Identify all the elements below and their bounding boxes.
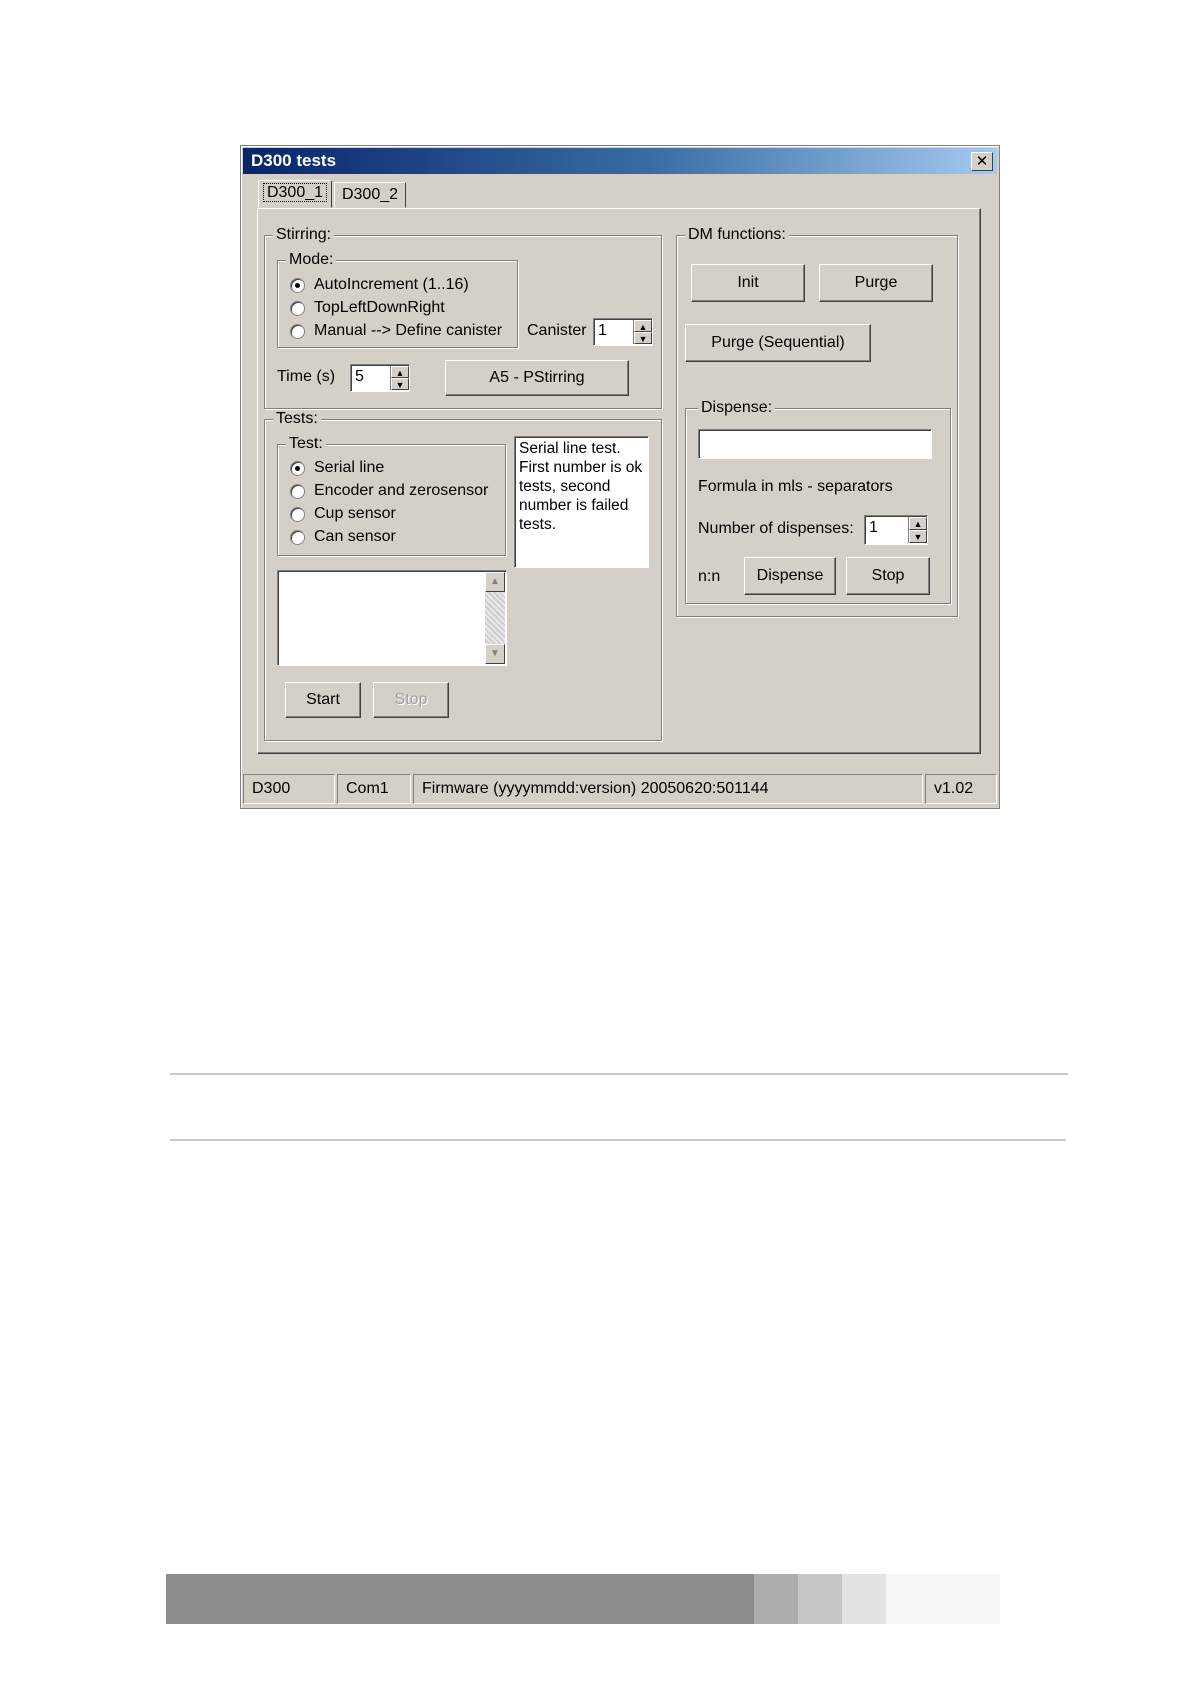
spin-down-icon[interactable]: ▼ (391, 378, 409, 390)
status-device: D300 (243, 774, 335, 804)
dispense-button[interactable]: Dispense (744, 557, 836, 595)
footer-bar-segment (754, 1574, 798, 1624)
footer-bar-segment (886, 1574, 1000, 1624)
time-spin[interactable] (390, 366, 408, 390)
num-dispenses-value: 1 (869, 519, 878, 536)
status-port: Com1 (337, 774, 411, 804)
spin-up-icon[interactable]: ▲ (634, 320, 652, 332)
status-version: v1.02 (925, 774, 997, 804)
dispense-group (685, 399, 951, 604)
test-description: Serial line test. First number is ok tests, second number is failed tests. (514, 436, 649, 568)
stirring-legend: Stirring: (273, 226, 334, 244)
vertical-scrollbar[interactable] (485, 572, 505, 664)
radio-label-can-sensor: Can sensor (314, 528, 396, 545)
purge-sequential-button[interactable]: Purge (Sequential) (685, 324, 871, 362)
tab-d300-1[interactable] (258, 180, 332, 208)
stop-test-button[interactable]: Stop (373, 682, 449, 718)
formula-input[interactable] (698, 429, 932, 459)
formula-label: Formula in mls - separators (698, 478, 893, 495)
radio-label-manual: Manual --> Define canister (314, 322, 503, 339)
tab-label: D300_1 (263, 183, 327, 202)
canister-label: Canister (527, 322, 587, 339)
tests-group (264, 410, 662, 741)
tab-d300-2[interactable] (334, 182, 406, 208)
scroll-down-icon[interactable]: ▼ (485, 644, 505, 664)
pstirring-button[interactable]: A5 - PStirring (445, 360, 629, 396)
start-button[interactable]: Start (285, 682, 361, 718)
divider-rule (170, 1073, 1068, 1075)
window-title: D300 tests (251, 151, 337, 170)
footer-bar-segment (798, 1574, 842, 1624)
d300-tests-window (240, 145, 1000, 809)
footer-bar-segment (166, 1574, 754, 1624)
divider-rule (170, 1139, 1066, 1141)
spin-down-icon[interactable]: ▼ (909, 530, 927, 543)
scroll-up-icon[interactable]: ▲ (485, 572, 505, 592)
canister-spin[interactable] (633, 320, 651, 344)
spin-up-icon[interactable]: ▲ (391, 366, 409, 378)
test-legend: Test: (286, 435, 326, 453)
test-group (277, 435, 506, 556)
radio-label-encoder: Encoder and zerosensor (314, 482, 489, 499)
purge-button[interactable]: Purge (819, 264, 933, 302)
radio-cup-sensor[interactable] (290, 507, 305, 522)
radio-manual[interactable] (290, 324, 305, 339)
radio-serial-line[interactable] (290, 461, 305, 476)
radio-autoincrement[interactable] (290, 278, 305, 293)
radio-label-topleftdownright: TopLeftDownRight (314, 299, 445, 316)
radio-can-sensor[interactable] (290, 530, 305, 545)
time-label: Time (s) (277, 368, 336, 385)
dm-functions-legend: DM functions: (685, 226, 789, 244)
nn-label: n:n (698, 568, 721, 585)
radio-encoder[interactable] (290, 484, 305, 499)
dm-functions-group (676, 226, 958, 617)
mode-legend: Mode: (286, 251, 336, 269)
tests-legend: Tests: (273, 410, 321, 428)
title-bar[interactable] (243, 148, 997, 174)
canister-stepper[interactable] (593, 318, 653, 346)
footer-bar-segment (842, 1574, 886, 1624)
tab-panel (257, 208, 981, 754)
num-dispenses-spin[interactable] (908, 517, 926, 543)
spin-down-icon[interactable]: ▼ (634, 332, 652, 344)
radio-label-cup-sensor: Cup sensor (314, 505, 396, 522)
mode-group (277, 251, 518, 348)
dispense-legend: Dispense: (698, 399, 775, 417)
stop-dispense-button[interactable]: Stop (846, 557, 930, 595)
status-firmware: Firmware (yyyymmdd:version) 20050620:501144 (413, 774, 923, 804)
radio-label-serial-line: Serial line (314, 459, 385, 476)
time-value: 5 (355, 368, 364, 385)
test-output-textarea[interactable] (277, 570, 507, 666)
stirring-group (264, 226, 662, 409)
scroll-track[interactable] (485, 592, 505, 644)
canister-value: 1 (598, 322, 607, 339)
num-dispenses-stepper[interactable] (864, 515, 928, 545)
init-button[interactable]: Init (691, 264, 805, 302)
num-dispenses-label: Number of dispenses: (698, 520, 854, 537)
tab-label: D300_2 (341, 186, 399, 203)
radio-topleftdownright[interactable] (290, 301, 305, 316)
time-stepper[interactable] (350, 364, 410, 392)
spin-up-icon[interactable]: ▲ (909, 517, 927, 530)
close-icon[interactable]: ✕ (971, 152, 993, 171)
radio-label-autoincrement: AutoIncrement (1..16) (314, 276, 469, 293)
